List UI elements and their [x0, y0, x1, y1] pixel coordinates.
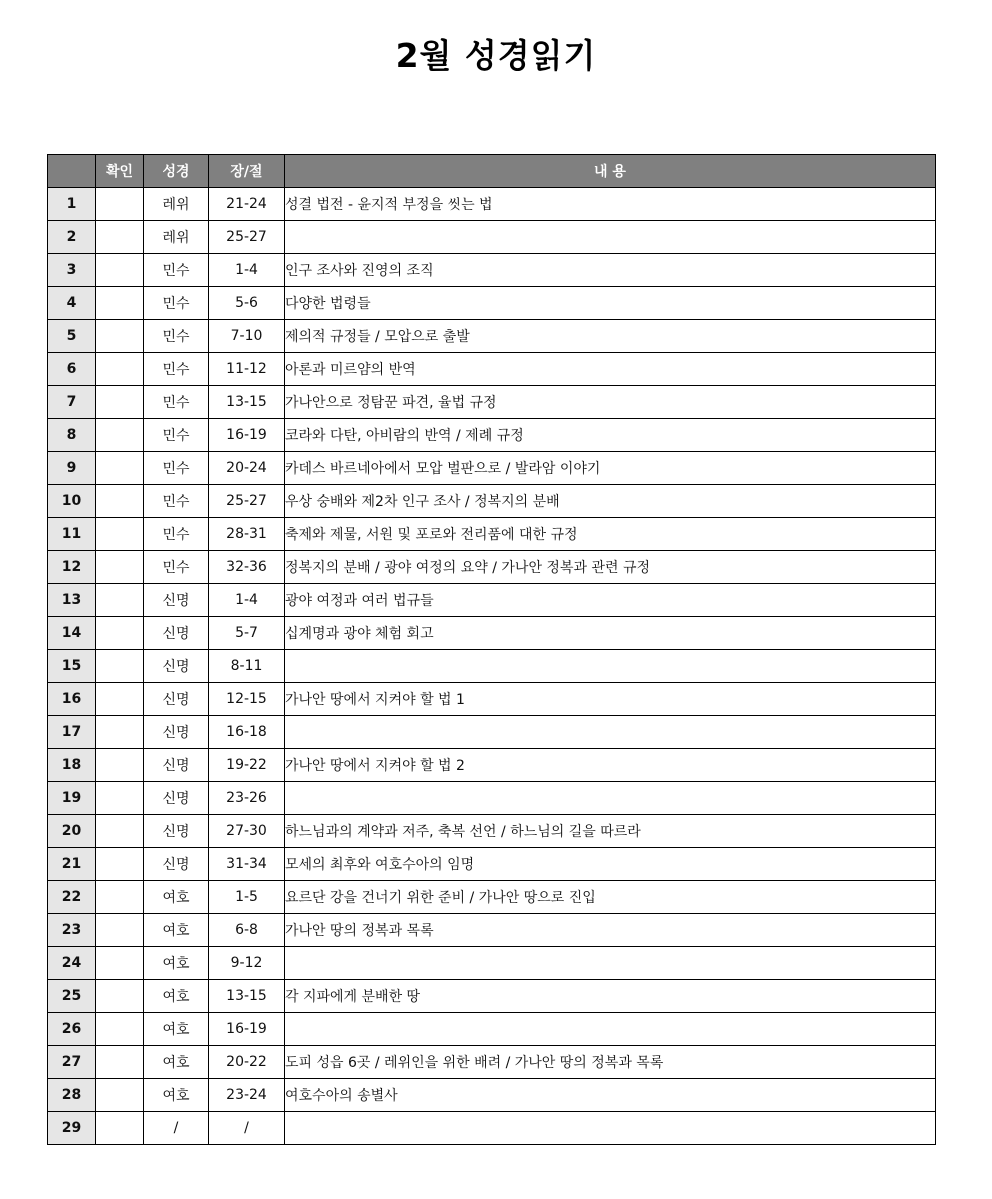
chapter-cell: 32-36	[209, 551, 285, 584]
content-cell: 정복지의 분배 / 광야 여정의 요약 / 가나안 정복과 관련 규정	[285, 551, 936, 584]
book-cell: 여호	[144, 881, 209, 914]
table-row	[48, 188, 936, 221]
book-cell: 민수	[144, 518, 209, 551]
day-number-cell: 10	[48, 485, 96, 518]
content-cell: 가나안 땅의 정복과 목록	[285, 914, 936, 947]
check-cell[interactable]	[96, 617, 144, 650]
check-cell[interactable]	[96, 815, 144, 848]
chapter-cell: 19-22	[209, 749, 285, 782]
chapter-cell: 21-24	[209, 188, 285, 221]
book-cell: 신명	[144, 617, 209, 650]
chapter-cell: 28-31	[209, 518, 285, 551]
table-row	[48, 353, 936, 386]
chapter-cell: 1-4	[209, 254, 285, 287]
content-cell	[285, 221, 936, 254]
day-number-cell: 1	[48, 188, 96, 221]
header-check: 확인	[96, 155, 144, 188]
check-cell[interactable]	[96, 221, 144, 254]
table-row	[48, 947, 936, 980]
table-row	[48, 1079, 936, 1112]
table-row	[48, 419, 936, 452]
content-cell: 도피 성읍 6곳 / 레위인을 위한 배려 / 가나안 땅의 정복과 목록	[285, 1046, 936, 1079]
check-cell[interactable]	[96, 947, 144, 980]
table-row	[48, 716, 936, 749]
check-cell[interactable]	[96, 188, 144, 221]
day-number-cell: 8	[48, 419, 96, 452]
chapter-cell: 1-5	[209, 881, 285, 914]
chapter-cell: 16-18	[209, 716, 285, 749]
day-number-cell: 15	[48, 650, 96, 683]
day-number-cell: 16	[48, 683, 96, 716]
chapter-cell: 1-4	[209, 584, 285, 617]
chapter-cell: 31-34	[209, 848, 285, 881]
table-body	[48, 188, 936, 1145]
day-number-cell: 5	[48, 320, 96, 353]
header-content: 내 용	[285, 155, 936, 188]
day-number-cell: 11	[48, 518, 96, 551]
content-cell: 제의적 규정들 / 모압으로 출발	[285, 320, 936, 353]
content-cell	[285, 782, 936, 815]
check-cell[interactable]	[96, 518, 144, 551]
chapter-cell: 5-7	[209, 617, 285, 650]
day-number-cell: 12	[48, 551, 96, 584]
chapter-cell: 27-30	[209, 815, 285, 848]
header-book: 성경	[144, 155, 209, 188]
chapter-cell: 20-22	[209, 1046, 285, 1079]
content-cell	[285, 947, 936, 980]
table-row	[48, 1046, 936, 1079]
book-cell: 민수	[144, 452, 209, 485]
table-row	[48, 320, 936, 353]
chapter-cell: 13-15	[209, 386, 285, 419]
book-cell: 신명	[144, 749, 209, 782]
table-row	[48, 452, 936, 485]
day-number-cell: 23	[48, 914, 96, 947]
content-cell: 인구 조사와 진영의 조직	[285, 254, 936, 287]
check-cell[interactable]	[96, 1046, 144, 1079]
check-cell[interactable]	[96, 1013, 144, 1046]
check-cell[interactable]	[96, 848, 144, 881]
check-cell[interactable]	[96, 716, 144, 749]
day-number-cell: 29	[48, 1112, 96, 1145]
book-cell: 신명	[144, 716, 209, 749]
check-cell[interactable]	[96, 650, 144, 683]
page-title: 2월 성경읽기	[395, 36, 597, 75]
book-cell: /	[144, 1112, 209, 1145]
table-row	[48, 749, 936, 782]
day-number-cell: 24	[48, 947, 96, 980]
chapter-cell: 23-24	[209, 1079, 285, 1112]
day-number-cell: 7	[48, 386, 96, 419]
table-row	[48, 551, 936, 584]
table-row	[48, 221, 936, 254]
book-cell: 여호	[144, 947, 209, 980]
table-row	[48, 914, 936, 947]
book-cell: 여호	[144, 914, 209, 947]
day-number-cell: 13	[48, 584, 96, 617]
book-cell: 여호	[144, 1046, 209, 1079]
chapter-cell: 9-12	[209, 947, 285, 980]
day-number-cell: 22	[48, 881, 96, 914]
check-cell[interactable]	[96, 782, 144, 815]
book-cell: 신명	[144, 683, 209, 716]
table-row	[48, 683, 936, 716]
content-cell: 하느님과의 계약과 저주, 축복 선언 / 하느님의 길을 따르라	[285, 815, 936, 848]
table-header-row	[48, 155, 936, 188]
book-cell: 민수	[144, 551, 209, 584]
check-cell[interactable]	[96, 353, 144, 386]
table-row	[48, 287, 936, 320]
day-number-cell: 2	[48, 221, 96, 254]
table-row	[48, 485, 936, 518]
book-cell: 민수	[144, 254, 209, 287]
check-cell[interactable]	[96, 287, 144, 320]
check-cell[interactable]	[96, 914, 144, 947]
check-cell[interactable]	[96, 749, 144, 782]
chapter-cell: 16-19	[209, 1013, 285, 1046]
content-cell: 다양한 법령들	[285, 287, 936, 320]
content-cell: 여호수아의 송별사	[285, 1079, 936, 1112]
table-row	[48, 782, 936, 815]
content-cell: 가나안 땅에서 지켜야 할 법 1	[285, 683, 936, 716]
day-number-cell: 9	[48, 452, 96, 485]
day-number-cell: 28	[48, 1079, 96, 1112]
table-row	[48, 815, 936, 848]
content-cell: 십계명과 광야 체험 회고	[285, 617, 936, 650]
chapter-cell: 16-19	[209, 419, 285, 452]
check-cell[interactable]	[96, 254, 144, 287]
day-number-cell: 6	[48, 353, 96, 386]
chapter-cell: 12-15	[209, 683, 285, 716]
table-row	[48, 1013, 936, 1046]
check-cell[interactable]	[96, 386, 144, 419]
table-row	[48, 254, 936, 287]
check-cell[interactable]	[96, 881, 144, 914]
day-number-cell: 27	[48, 1046, 96, 1079]
day-number-cell: 18	[48, 749, 96, 782]
content-cell	[285, 1013, 936, 1046]
book-cell: 신명	[144, 848, 209, 881]
chapter-cell: 20-24	[209, 452, 285, 485]
content-cell: 가나안으로 정탐꾼 파견, 율법 규정	[285, 386, 936, 419]
chapter-cell: 11-12	[209, 353, 285, 386]
check-cell[interactable]	[96, 980, 144, 1013]
book-cell: 민수	[144, 320, 209, 353]
check-cell[interactable]	[96, 485, 144, 518]
reading-plan-table	[47, 154, 936, 1145]
book-cell: 레위	[144, 188, 209, 221]
check-cell[interactable]	[96, 1079, 144, 1112]
check-cell[interactable]	[96, 551, 144, 584]
content-cell: 축제와 제물, 서원 및 포로와 전리품에 대한 규정	[285, 518, 936, 551]
content-cell: 모세의 최후와 여호수아의 임명	[285, 848, 936, 881]
book-cell: 레위	[144, 221, 209, 254]
check-cell[interactable]	[96, 320, 144, 353]
chapter-cell: 6-8	[209, 914, 285, 947]
chapter-cell: 5-6	[209, 287, 285, 320]
table-row	[48, 584, 936, 617]
book-cell: 민수	[144, 353, 209, 386]
chapter-cell: 25-27	[209, 485, 285, 518]
content-cell: 우상 숭배와 제2차 인구 조사 / 정복지의 분배	[285, 485, 936, 518]
content-cell: 요르단 강을 건너기 위한 준비 / 가나안 땅으로 진입	[285, 881, 936, 914]
table-row	[48, 1112, 936, 1145]
book-cell: 신명	[144, 650, 209, 683]
content-cell: 카데스 바르네아에서 모압 벌판으로 / 발라암 이야기	[285, 452, 936, 485]
content-cell: 아론과 미르얌의 반역	[285, 353, 936, 386]
day-number-cell: 20	[48, 815, 96, 848]
day-number-cell: 21	[48, 848, 96, 881]
table-row	[48, 881, 936, 914]
content-cell	[285, 716, 936, 749]
chapter-cell: 25-27	[209, 221, 285, 254]
day-number-cell: 4	[48, 287, 96, 320]
book-cell: 신명	[144, 815, 209, 848]
check-cell[interactable]	[96, 683, 144, 716]
book-cell: 민수	[144, 419, 209, 452]
table-row	[48, 848, 936, 881]
book-cell: 여호	[144, 1079, 209, 1112]
chapter-cell: 23-26	[209, 782, 285, 815]
table-row	[48, 617, 936, 650]
book-cell: 신명	[144, 782, 209, 815]
day-number-cell: 25	[48, 980, 96, 1013]
content-cell	[285, 1112, 936, 1145]
check-cell[interactable]	[96, 584, 144, 617]
check-cell[interactable]	[96, 452, 144, 485]
book-cell: 민수	[144, 485, 209, 518]
table-row	[48, 980, 936, 1013]
content-cell: 성결 법전 - 윤지적 부정을 씻는 법	[285, 188, 936, 221]
day-number-cell: 17	[48, 716, 96, 749]
chapter-cell: 7-10	[209, 320, 285, 353]
chapter-cell: 13-15	[209, 980, 285, 1013]
header-chapter: 장/절	[209, 155, 285, 188]
table-row	[48, 386, 936, 419]
book-cell: 여호	[144, 1013, 209, 1046]
header-day-number	[48, 155, 96, 188]
day-number-cell: 19	[48, 782, 96, 815]
day-number-cell: 3	[48, 254, 96, 287]
content-cell: 각 지파에게 분배한 땅	[285, 980, 936, 1013]
book-cell: 신명	[144, 584, 209, 617]
chapter-cell: /	[209, 1112, 285, 1145]
table-row	[48, 518, 936, 551]
book-cell: 여호	[144, 980, 209, 1013]
content-cell: 광야 여정과 여러 법규들	[285, 584, 936, 617]
content-cell: 코라와 다탄, 아비람의 반역 / 제례 규정	[285, 419, 936, 452]
table-row	[48, 650, 936, 683]
book-cell: 민수	[144, 386, 209, 419]
content-cell	[285, 650, 936, 683]
day-number-cell: 14	[48, 617, 96, 650]
chapter-cell: 8-11	[209, 650, 285, 683]
book-cell: 민수	[144, 287, 209, 320]
check-cell[interactable]	[96, 1112, 144, 1145]
day-number-cell: 26	[48, 1013, 96, 1046]
check-cell[interactable]	[96, 419, 144, 452]
content-cell: 가나안 땅에서 지켜야 할 법 2	[285, 749, 936, 782]
